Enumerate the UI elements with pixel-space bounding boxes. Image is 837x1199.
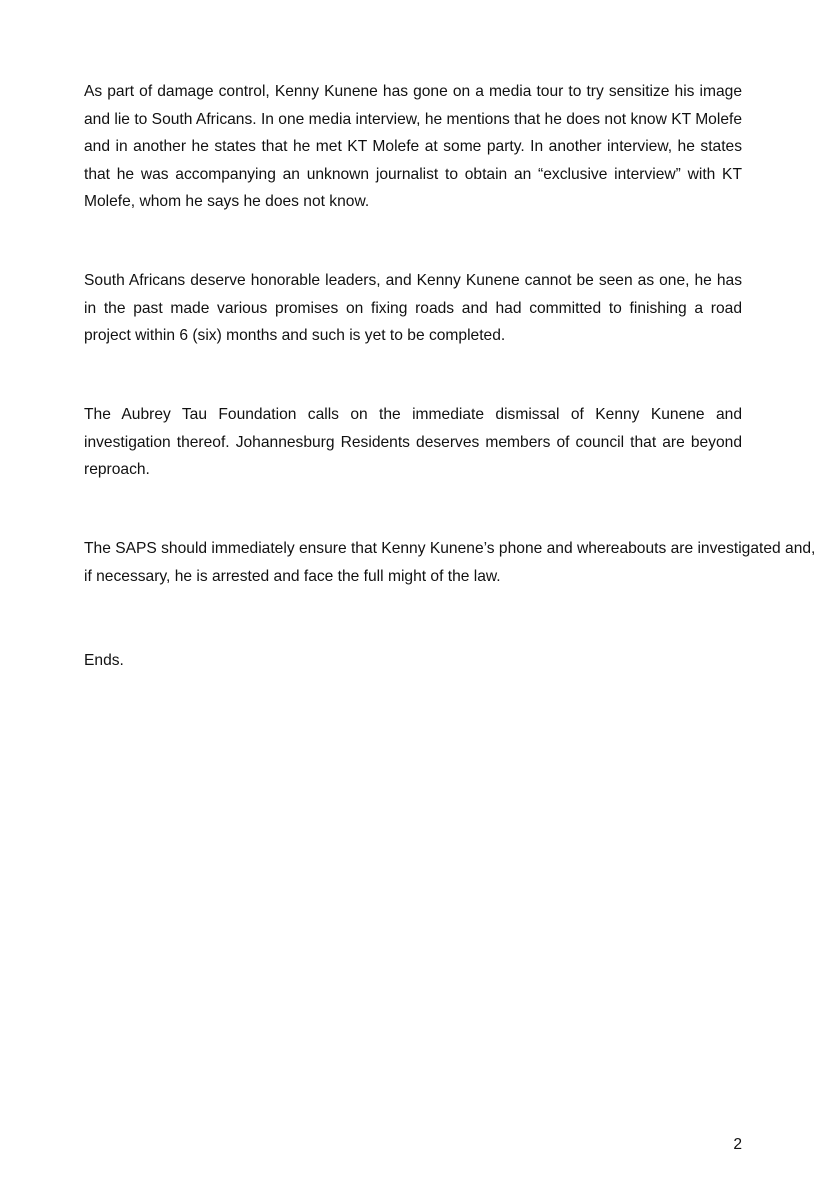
paragraph-honorable-leaders: South Africans deserve honorable leaders, and Kenny Kunene cannot be seen as one, he has in the past made various promises on fixing roads and had committed to finishing a road project within 6 (six) months and such is yet to be completed. (84, 272, 742, 344)
paragraph-saps-line-2: if necessary, he is arrested and face the full might of the law. (84, 567, 501, 585)
paragraph-saps (84, 535, 837, 590)
paragraph-dismissal-call: The Aubrey Tau Foundation calls on the immediate dismissal of Kenny Kunene and investigation thereof. Johannesburg Residents deserves members of council that are beyond reproach. (84, 406, 742, 478)
closing-text: Ends. (84, 652, 124, 669)
paragraph-damage-control: As part of damage control, Kenny Kunene has gone on a media tour to try sensitize his image and lie to South Africans. In one media interview, he mentions that he does not know KT Molefe and in another he states that he met KT Molefe at some party. In another interview, he states that he was accompanying an unknown journalist to obtain an “exclusive interview” with KT Molefe, whom he says he does not know. (84, 83, 742, 210)
paragraph-saps-line-1: The SAPS should immediately ensure that Kenny Kunene’s phone and whereabouts are investigated and, (84, 540, 816, 557)
page-number: 2 (733, 1136, 742, 1153)
